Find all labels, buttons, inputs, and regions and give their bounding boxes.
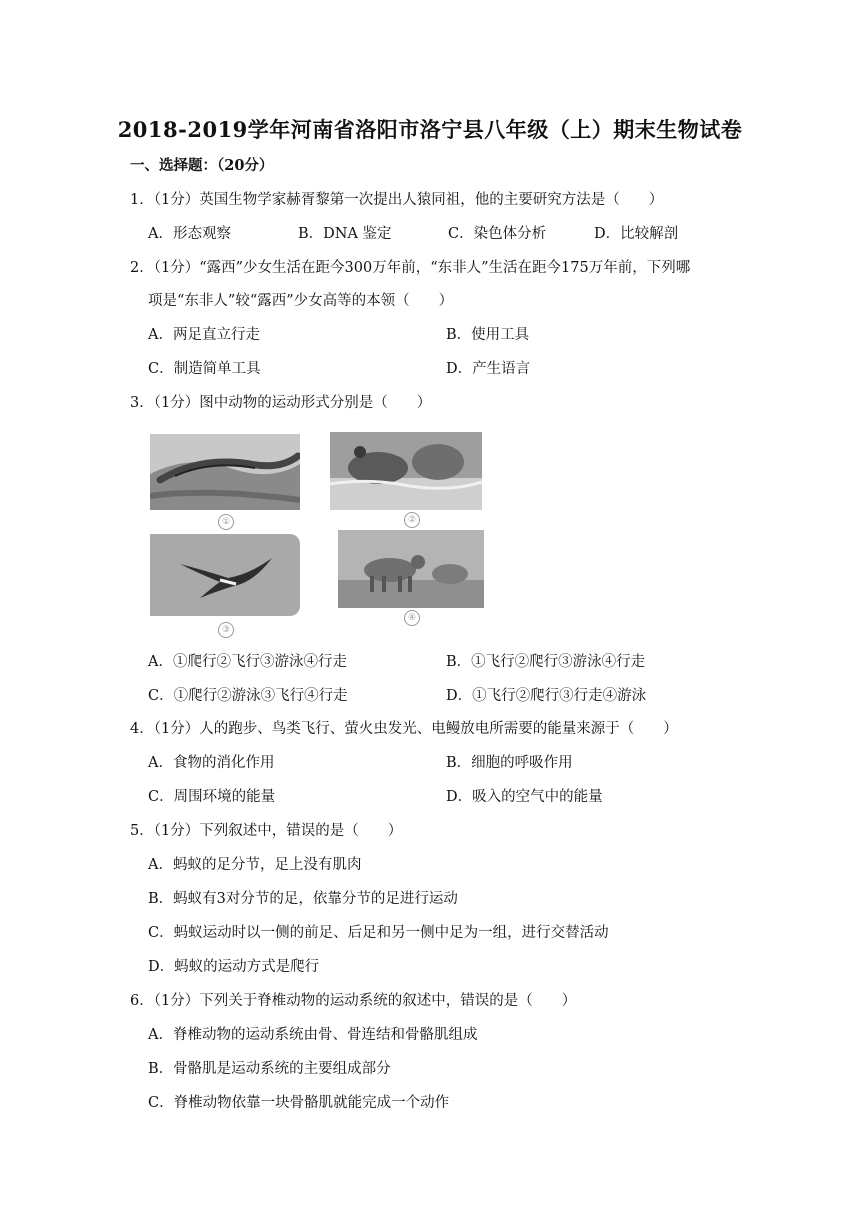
photo-3-caption: ③ (218, 622, 234, 638)
q1-option-c: C．染色体分析 (448, 226, 547, 242)
q1-option-d: D．比较解剖 (594, 226, 679, 242)
q6-option-b: B．骨骼肌是运动系统的主要组成部分 (148, 1061, 391, 1077)
q1-stem: 1．（1分）英国生物学家赫胥黎第一次提出人猿同祖，他的主要研究方法是（ ） (130, 192, 664, 208)
photo-walking-animal (338, 530, 484, 608)
q2-option-b: B．使用工具 (446, 327, 530, 343)
q4-stem: 4．（1分）人的跑步、鸟类飞行、萤火虫发光、电鳗放电所需要的能量来源于（ ） (130, 721, 678, 737)
q2-stem-line2: 项是“东非人”较“露西”少女高等的本领（ ） (148, 293, 454, 309)
q4-option-d: D．吸入的空气中的能量 (446, 789, 603, 805)
photo-crawling-animal (150, 434, 300, 510)
photo-flying-bird (150, 534, 300, 616)
photo-4-caption: ④ (404, 610, 420, 626)
q3-option-c: C．①爬行②游泳③飞行④行走 (148, 688, 348, 704)
q1-option-a: A．形态观察 (148, 226, 231, 242)
q4-option-b: B．细胞的呼吸作用 (446, 755, 573, 771)
q4-option-c: C．周围环境的能量 (148, 789, 276, 805)
q5-option-d: D．蚂蚁的运动方式是爬行 (148, 959, 320, 975)
q4-option-a: A．食物的消化作用 (148, 755, 275, 771)
photo-2-caption: ② (404, 512, 420, 528)
exam-title: 2018-2019学年河南省洛阳市洛宁县八年级（上）期末生物试卷 (117, 117, 743, 142)
q6-option-a: A．脊椎动物的运动系统由骨、骨连结和骨骼肌组成 (148, 1027, 478, 1043)
q5-option-a: A．蚂蚁的足分节，足上没有肌肉 (148, 857, 362, 873)
q1-option-b: B．DNA 鉴定 (298, 226, 392, 242)
section-heading: 一、选择题：（20分） (130, 157, 274, 174)
photo-1-caption: ① (218, 514, 234, 530)
q3-stem: 3．（1分）图中动物的运动形式分别是（ ） (130, 395, 432, 411)
q5-stem: 5．（1分）下列叙述中，错误的是（ ） (130, 823, 403, 839)
q6-stem: 6．（1分）下列关于脊椎动物的运动系统的叙述中，错误的是（ ） (130, 993, 577, 1009)
q3-option-d: D．①飞行②爬行③行走④游泳 (446, 688, 647, 704)
q6-option-c: C．脊椎动物依靠一块骨骼肌就能完成一个动作 (148, 1095, 450, 1111)
q2-option-d: D．产生语言 (446, 361, 531, 377)
q2-stem-line1: 2．（1分）“露西”少女生活在距今300万年前，“东非人”生活在距今175万年前，下列哪 (130, 260, 691, 276)
photo-swimming-animal (330, 432, 482, 510)
q3-option-a: A．①爬行②飞行③游泳④行走 (148, 654, 347, 670)
q2-option-c: C．制造简单工具 (148, 361, 261, 377)
q5-option-b: B．蚂蚁有3对分节的足，依靠分节的足进行运动 (148, 891, 458, 907)
q3-option-b: B．①飞行②爬行③游泳④行走 (446, 654, 646, 670)
q2-option-a: A．两足直立行走 (148, 327, 260, 343)
q5-option-c: C．蚂蚁运动时以一侧的前足、后足和另一侧中足为一组，进行交替活动 (148, 925, 609, 941)
